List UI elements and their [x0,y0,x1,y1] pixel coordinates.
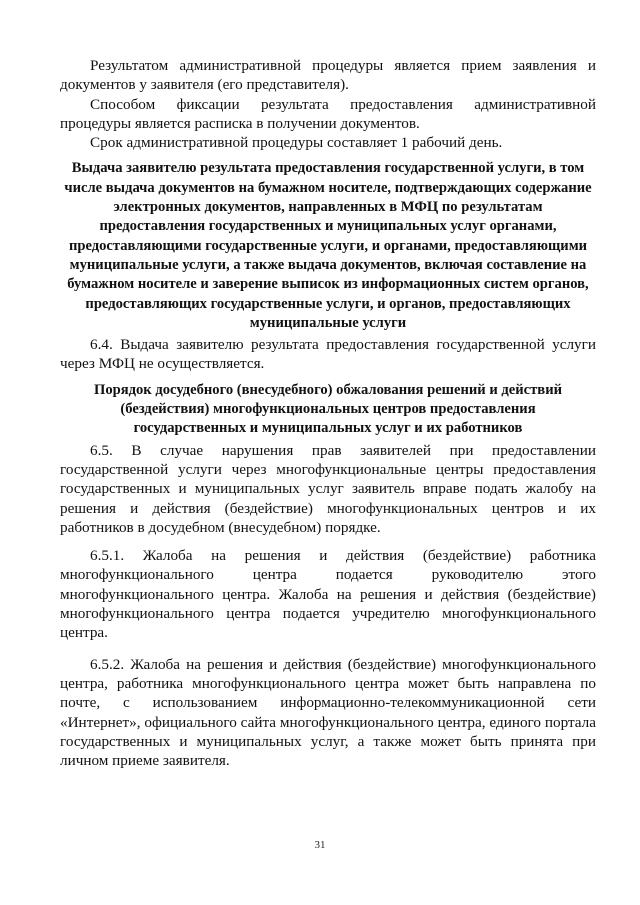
paragraph-6-4: 6.4. Выдача заявителю результата предоставления государственной услуги через МФЦ не осуществляется. [60,336,596,373]
section-heading-issuance: Выдача заявителю результата предоставления государственной услуги, в том числе выдача документов на бумажном носителе, подтверждающих содержание электронных документов, направленных в МФЦ по результатам предоставления государственных и муниципальных услуг органами, предоставляющими государственные услуги, и органами, предоставляющими муниципальные услуги, а также выдача документов, включая составление на бумажном носителе и заверение выписок из информационных систем органов, предоставляющих государственные услуги, и органов, предоставляющих муниципальные услуги [64,160,592,331]
page-number: 31 [314,839,326,851]
paragraph-6-5-1: 6.5.1. Жалоба на решения и действия (бездействие) работника многофункционального центра подается руководителю этого многофункционального центра. Жалоба на решения и действия (бездействие) многофункционального центра подается учредителю многофункционального центра. [60,547,596,642]
paragraph-duration: Срок административной процедуры составляет 1 рабочий день. [90,134,503,152]
paragraph-6-5-2: 6.5.2. Жалоба на решения и действия (бездействие) многофункционального центра, работника многофункционального центра может быть направлена по почте, с использованием информационно-телекоммуникационной сети «Интернет», официального сайта многофункционального центра, единого портала государственных и муниципальных услуг, а также может быть принята при личном приеме заявителя. [60,655,596,770]
paragraph-result: Результатом административной процедуры является прием заявления и документов у заявителя (его представителя). [60,57,596,94]
page-body [60,56,596,770]
paragraph-6-5: 6.5. В случае нарушения прав заявителей при предоставлении государственной услуги через многофункциональные центры предоставления государственных и муниципальных услуг заявитель вправе подать жалобу на решения и действия (бездействие) многофункциональных центров и их работников в досудебном (внесудебном) порядке. [60,441,596,536]
section-heading-appeal: Порядок досудебного (внесудебного) обжалования решений и действий (бездействия) многофункциональных центров предоставления государственных и муниципальных услуг и их работников [93,381,563,437]
paragraph-fixation: Способом фиксации результата предоставления административной процедуры является расписка в получении документов. [60,95,596,132]
